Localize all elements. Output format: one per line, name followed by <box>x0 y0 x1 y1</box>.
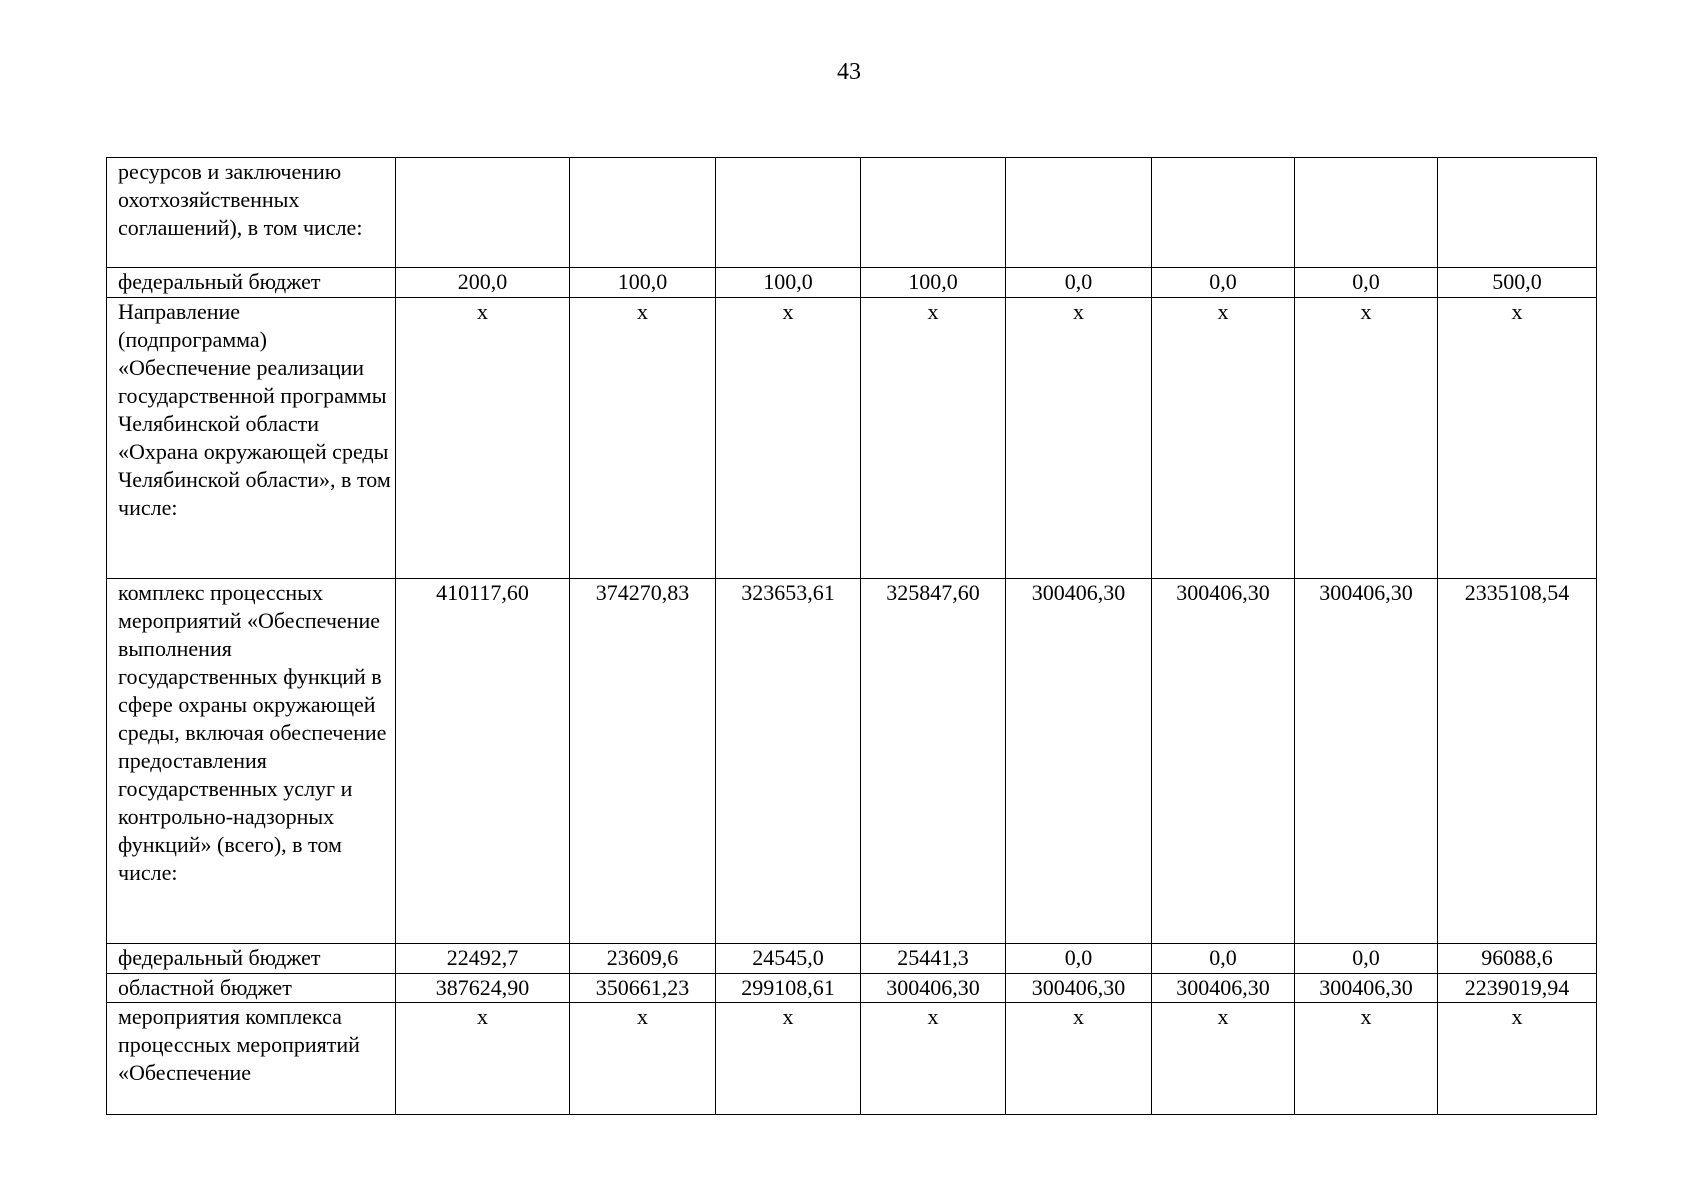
table-cell: х <box>570 298 716 579</box>
table-cell <box>1438 158 1597 268</box>
table-cell: 300406,30 <box>1006 974 1152 1003</box>
table-row <box>107 298 1597 579</box>
table-cell: 300406,30 <box>1152 974 1295 1003</box>
table-cell: х <box>396 1003 570 1115</box>
table-cell <box>716 158 861 268</box>
table-cell: х <box>1006 298 1152 579</box>
table-cell: х <box>570 1003 716 1115</box>
row-label: федеральный бюджет <box>107 268 396 298</box>
table-cell: х <box>861 1003 1006 1115</box>
table-cell: 25441,3 <box>861 944 1006 974</box>
table-cell: 100,0 <box>861 268 1006 298</box>
table-cell <box>1295 158 1438 268</box>
table-cell: 22492,7 <box>396 944 570 974</box>
row-label: федеральный бюджет <box>107 944 396 974</box>
table-cell: 0,0 <box>1006 944 1152 974</box>
table-row <box>107 268 1597 298</box>
table-cell: 0,0 <box>1152 268 1295 298</box>
table-cell: х <box>1152 1003 1295 1115</box>
table-cell: х <box>716 1003 861 1115</box>
table-cell: х <box>716 298 861 579</box>
table-cell: х <box>1006 1003 1152 1115</box>
table-cell <box>1152 158 1295 268</box>
table-cell: 2239019,94 <box>1438 974 1597 1003</box>
row-label: Направление (подпрограмма) «Обеспечение реализации государственной программы Челябинской области «Охрана окружающей среды Челябинской области», в том числе: <box>107 298 396 579</box>
row-label: областной бюджет <box>107 974 396 1003</box>
table-cell: 23609,6 <box>570 944 716 974</box>
table-row <box>107 1003 1597 1115</box>
table-cell: х <box>396 298 570 579</box>
table-row <box>107 579 1597 944</box>
table-cell: 300406,30 <box>861 974 1006 1003</box>
table-cell: х <box>1438 1003 1597 1115</box>
table-cell: 374270,83 <box>570 579 716 944</box>
table-row <box>107 944 1597 974</box>
table-cell <box>570 158 716 268</box>
table-cell <box>396 158 570 268</box>
table-cell: 387624,90 <box>396 974 570 1003</box>
table-cell: 323653,61 <box>716 579 861 944</box>
table-cell: 350661,23 <box>570 974 716 1003</box>
table-cell: 500,0 <box>1438 268 1597 298</box>
table-cell: 100,0 <box>570 268 716 298</box>
table-cell: 0,0 <box>1295 268 1438 298</box>
table-cell: 300406,30 <box>1152 579 1295 944</box>
table-cell: 0,0 <box>1152 944 1295 974</box>
table-cell: 325847,60 <box>861 579 1006 944</box>
table-cell: 96088,6 <box>1438 944 1597 974</box>
table-row <box>107 974 1597 1003</box>
table-cell: 0,0 <box>1295 944 1438 974</box>
table-cell: х <box>1295 298 1438 579</box>
table-cell: 2335108,54 <box>1438 579 1597 944</box>
table-cell: х <box>1438 298 1597 579</box>
table-cell: 299108,61 <box>716 974 861 1003</box>
table-row <box>107 158 1597 268</box>
table-cell: х <box>1295 1003 1438 1115</box>
budget-table <box>106 157 1597 1115</box>
table-cell <box>1006 158 1152 268</box>
table-cell: х <box>1152 298 1295 579</box>
table-cell: 100,0 <box>716 268 861 298</box>
row-label: ресурсов и заключению охотхозяйственных соглашений), в том числе: <box>107 158 396 268</box>
table-cell: 410117,60 <box>396 579 570 944</box>
page-number: 43 <box>837 59 861 85</box>
row-label: комплекс процессных мероприятий «Обеспечение выполнения государственных функций в сфере охраны окружающей среды, включая обеспечение предоставления государственных услуг и контрольно-надзорных функций» (всего), в том числе: <box>107 579 396 944</box>
table-cell <box>861 158 1006 268</box>
table-cell: 300406,30 <box>1006 579 1152 944</box>
row-label: мероприятия комплекса процессных мероприятий «Обеспечение <box>107 1003 396 1115</box>
table-cell: 0,0 <box>1006 268 1152 298</box>
table-cell: 200,0 <box>396 268 570 298</box>
table-cell: х <box>861 298 1006 579</box>
table-cell: 300406,30 <box>1295 974 1438 1003</box>
table-cell: 24545,0 <box>716 944 861 974</box>
table-cell: 300406,30 <box>1295 579 1438 944</box>
